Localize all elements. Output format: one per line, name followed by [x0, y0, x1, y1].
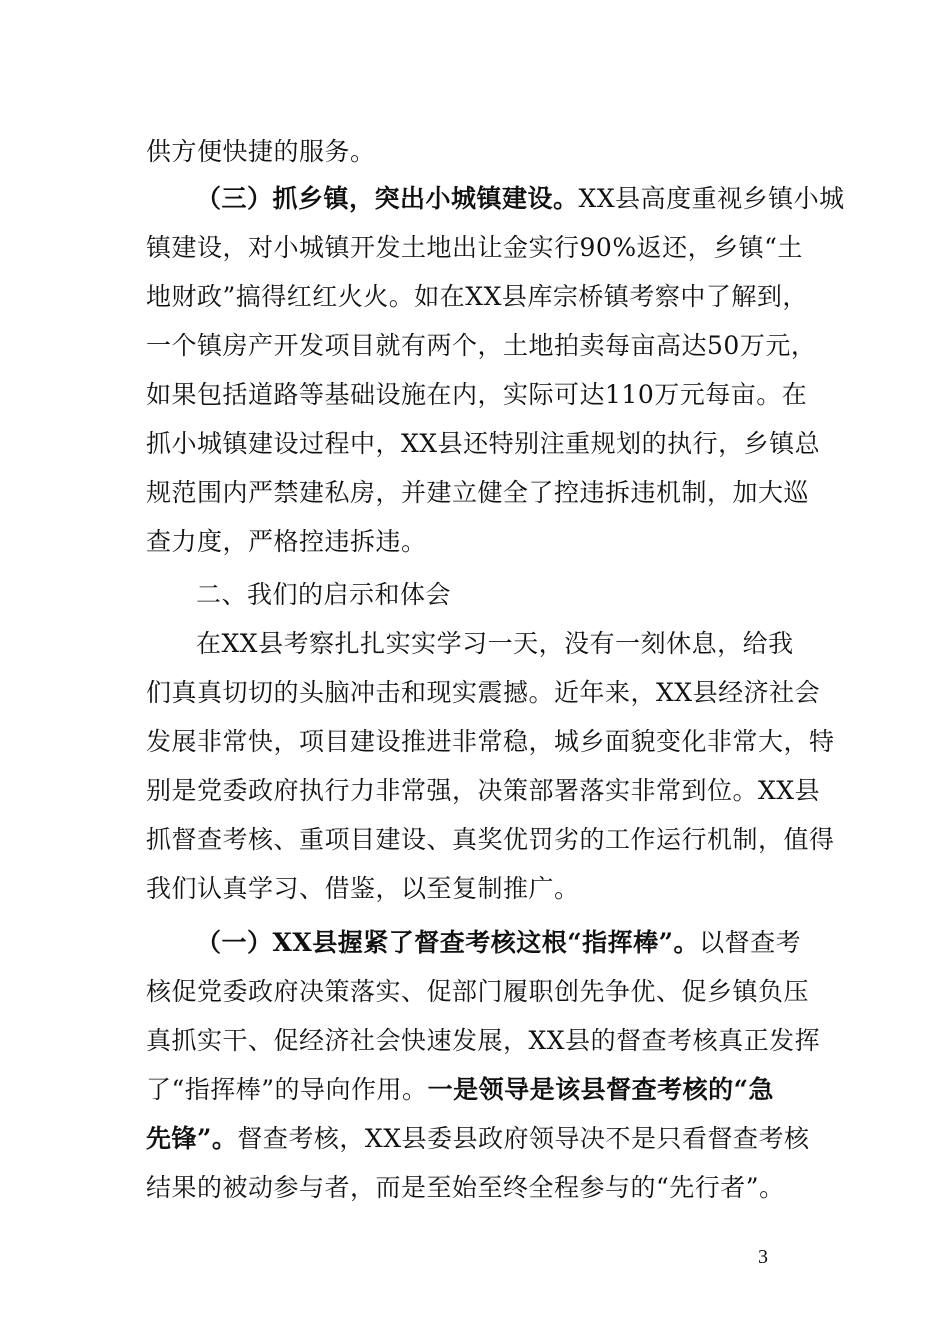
section-heading-line: （一）XX县握紧了督查考核这根“指挥棒”。以督查考 — [196, 928, 802, 957]
text-line: 一个镇房产开发项目就有两个，土地拍卖每亩高达50万元， — [146, 331, 817, 360]
section-heading-line: （三）抓乡镇，突出小城镇建设。XX县高度重视乡镇小城 — [196, 184, 845, 213]
text-line: 镇建设，对小城镇开发土地出让金实行90%返还，乡镇“土 — [146, 233, 803, 262]
text-line: 发展非常快，项目建设推进非常稳，城乡面貌变化非常大，特 — [146, 727, 835, 756]
text-line: 查力度，严格控违拆违。 — [146, 527, 427, 556]
text-line: 们真真切切的头脑冲击和现实震撼。近年来，XX县经济社会 — [146, 678, 821, 707]
text-line: 真抓实干、促经济社会快速发展，XX县的督查考核真正发挥 — [146, 1026, 821, 1055]
text-line: 别是党委政府执行力非常强，决策部署落实非常到位。XX县 — [146, 776, 821, 805]
text-line: 供方便快捷的服务。 — [146, 137, 376, 166]
text-line: 地财政”搞得红红火火。如在XX县库宗桥镇考察中了解到， — [146, 282, 808, 311]
text-line: 如果包括道路等基础设施在内，实际可达110万元每亩。在 — [146, 380, 808, 409]
emphasis-text: 先锋”。 — [146, 1124, 238, 1153]
section-heading: （一）XX县握紧了督查考核这根“指挥棒”。 — [196, 928, 700, 957]
emphasis-text: 一是领导是该县督查考核的“急 — [427, 1075, 774, 1104]
text-line: 抓小城镇建设过程中，XX县还特别注重规划的执行，乡镇总 — [146, 429, 821, 458]
text-line: 了“指挥棒”的导向作用。一是领导是该县督查考核的“急 — [146, 1075, 774, 1104]
section-heading: （三）抓乡镇，突出小城镇建设。 — [196, 184, 579, 213]
text-line: 先锋”。督查考核，XX县委县政府领导决不是只看督查考核 — [146, 1124, 810, 1153]
text-line: 规范围内严禁建私房，并建立健全了控违拆违机制，加大巡 — [146, 478, 810, 507]
text-line: 核促党委政府决策落实、促部门履职创先争优、促乡镇负压 — [146, 977, 810, 1006]
text-line: 我们认真学习、借鉴，以至复制推广。 — [146, 874, 580, 903]
page-number: 3 — [758, 1246, 768, 1268]
chapter-heading: 二、我们的启示和体会 — [196, 580, 452, 609]
text-line: 抓督查考核、重项目建设、真奖优罚劣的工作运行机制，值得 — [146, 825, 835, 854]
text-line: 结果的被动参与者，而是至始至终全程参与的“先行者”。 — [146, 1173, 785, 1202]
text-line: 在XX县考察扎扎实实学习一天，没有一刻休息，给我 — [196, 629, 794, 658]
